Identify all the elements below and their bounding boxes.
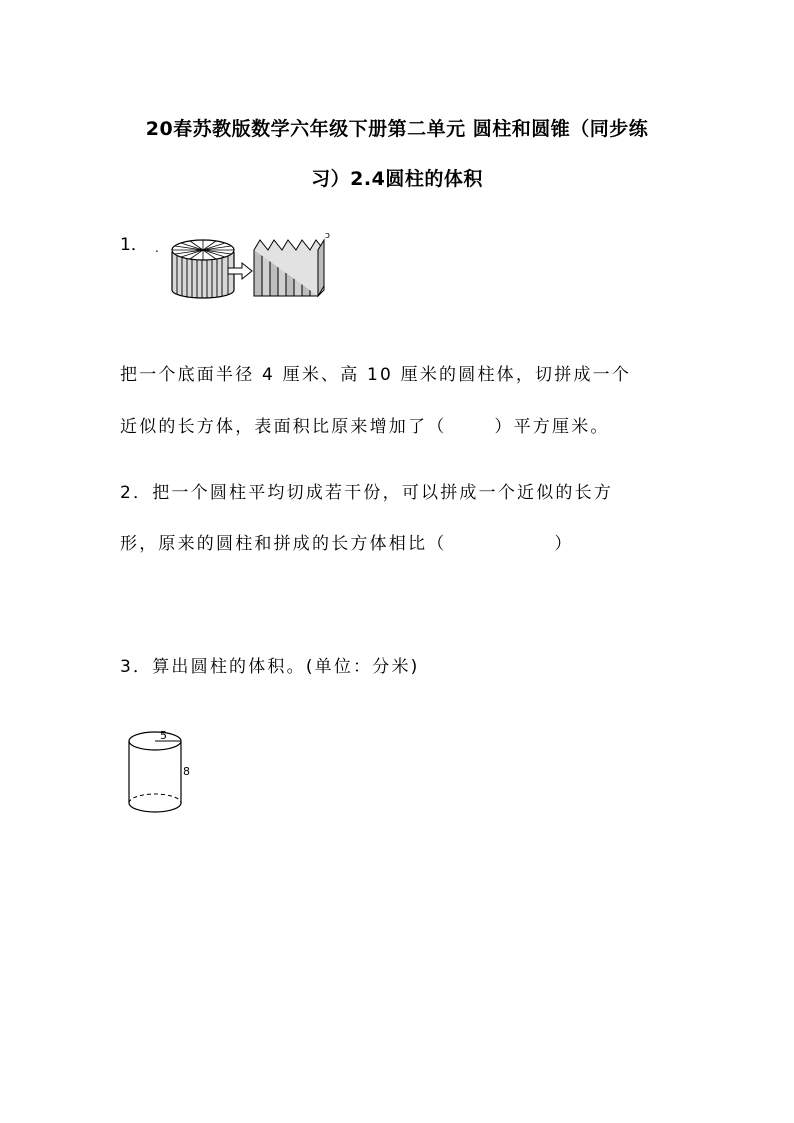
q1-text-line-2a: 近似的长方体，表面积比原来增加了（ bbox=[120, 417, 447, 437]
approx-cuboid bbox=[254, 240, 324, 296]
height-label: 8 bbox=[183, 765, 190, 778]
q3-text-line-1: 3．算出圆柱的体积。(单位：分米) bbox=[120, 657, 420, 677]
q2-text-line-1: 2．把一个圆柱平均切成若干份，可以拼成一个近似的长方 bbox=[120, 483, 614, 503]
svg-text:ɔ: ɔ bbox=[325, 231, 330, 241]
cylinder-to-cuboid-figure bbox=[120, 226, 340, 306]
radius-label: 5 bbox=[160, 729, 167, 742]
cylinder-figure bbox=[120, 728, 200, 820]
page-title-line-2: 习）2.4圆柱的体积 bbox=[311, 168, 483, 190]
q1-text-line-2 bbox=[120, 412, 610, 437]
page-title-line-1: 20春苏教版数学六年级下册第二单元 圆柱和圆锥（同步练 bbox=[145, 118, 649, 140]
q2-text-line-2 bbox=[120, 529, 574, 554]
q2-text-line-2a: 形，原来的圆柱和拼成的长方体相比（ bbox=[120, 534, 447, 554]
q1-text-line-2b: ）平方厘米。 bbox=[494, 417, 610, 437]
q1-dot: . bbox=[155, 241, 159, 255]
q1-text-line-1: 把一个底面半径 4 厘米、高 10 厘米的圆柱体，切拼成一个 bbox=[120, 365, 632, 385]
sliced-cylinder bbox=[172, 240, 234, 298]
q2-text-line-2b: ） bbox=[554, 534, 574, 554]
q1-number: 1． bbox=[120, 235, 148, 255]
